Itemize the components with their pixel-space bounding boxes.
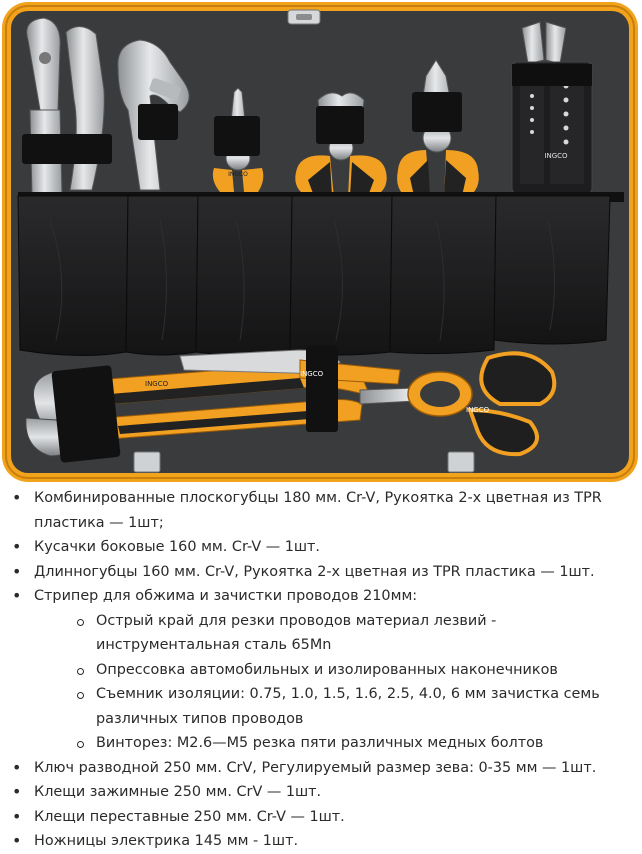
brand-mark: INGCO	[300, 370, 324, 378]
elastic-strap	[138, 104, 178, 140]
elastic-strap	[306, 346, 338, 432]
list-item: • Комбинированные плоскогубцы 180 мм. Cr-V, Рукоятка 2-х цветная из TPR пластика — 1шт;	[0, 486, 642, 535]
list-item: • Клещи переставные 250 мм. Cr-V — 1шт.	[0, 805, 642, 830]
sub-list-item: Винторез: M2.6—M5 резка пяти различных медных болтов	[34, 731, 628, 756]
elastic-strap	[316, 106, 364, 144]
sub-list-item: Острый край для резки проводов материал лезвий - инструментальная сталь 65Mn	[34, 609, 628, 658]
list-item-with-sublist	[0, 584, 642, 756]
elastic-strap	[22, 134, 112, 164]
zipper-pull	[288, 10, 320, 24]
sub-list	[34, 609, 628, 756]
list-item: • Ножницы электрика 145 мм - 1шт.	[0, 829, 642, 854]
brand-mark: INGCO	[145, 380, 169, 388]
brand-mark: INGCO	[228, 171, 248, 178]
list-item: • Ключ разводной 250 мм. CrV, Регулируемый размер зева: 0-35 мм — 1шт.	[0, 756, 642, 781]
sub-list-item: Опрессовка автомобильных и изолированных наконечников	[34, 658, 628, 683]
brand-mark: INGCO	[544, 152, 568, 160]
list-item: • Клещи зажимные 250 мм. CrV — 1шт.	[0, 780, 642, 805]
elastic-strap	[51, 365, 120, 463]
list-item: • Кусачки боковые 160 мм. Cr-V — 1шт.	[0, 535, 642, 560]
elastic-strap	[214, 116, 260, 156]
brand-mark: INGCO	[466, 406, 490, 414]
pocket-row	[18, 192, 624, 356]
sub-list-item: Съемник изоляции: 0.75, 1.0, 1.5, 1.6, 2.5, 4.0, 6 мм зачистка семь различных типов проводов	[34, 682, 628, 731]
list-item: • Длинногубцы 160 мм. Cr-V, Рукоятка 2-х цветная из TPR пластика — 1шт.	[0, 560, 642, 585]
list-item-text: Стрипер для обжима и зачистки проводов 210мм:	[34, 588, 418, 604]
specifications-list	[0, 486, 642, 854]
elastic-strap	[412, 92, 462, 132]
